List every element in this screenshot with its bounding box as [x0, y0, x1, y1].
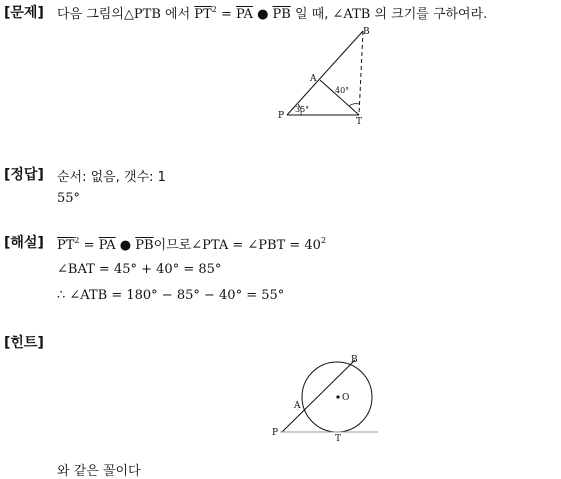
- center-dot: [336, 395, 339, 398]
- angle-atb: ∠ATB: [332, 7, 371, 22]
- fig1-angle-p: 35°: [295, 105, 310, 114]
- fig1-label-b: B: [363, 27, 370, 37]
- hint-caption: 와 같은 꼴이다: [57, 464, 141, 479]
- sol-equals: =: [79, 238, 99, 253]
- fig1-label-a: A: [310, 74, 317, 84]
- problem-text-suffix: 의 크기를 구하여라.: [370, 7, 488, 22]
- solution-line-3: ∴ ∠ATB = 180° − 85° − 40° = 55°: [57, 288, 285, 303]
- fig1-label-t: T: [356, 117, 363, 125]
- answer-label: [정답]: [4, 167, 44, 183]
- sol-segment-pb: $\overline{PB}$: [135, 238, 154, 253]
- equals: =: [216, 7, 236, 22]
- answer-value: 55°: [57, 191, 81, 206]
- sol-exponent-2: 2: [320, 236, 327, 245]
- hint-label: [힌트]: [4, 335, 44, 351]
- problem-text-mid: 에서: [160, 7, 195, 22]
- sol-exponent: 2: [74, 236, 80, 245]
- triangle-ptb: △PTB: [123, 7, 161, 22]
- problem-figure: [275, 25, 375, 125]
- solution-line-1: [57, 234, 326, 253]
- fig2-label-p: P: [272, 428, 279, 438]
- sol-segment-pt: $\overline{PT}$: [57, 238, 75, 253]
- problem-text: [57, 3, 487, 22]
- fig2-label-a: A: [294, 401, 301, 411]
- answer-order: 순서: 없음, 갯수: 1: [57, 170, 166, 185]
- fig2-label-b: B: [351, 355, 358, 365]
- segment-bt-line: [359, 31, 363, 115]
- fig1-angle-a: 40°: [335, 86, 350, 95]
- hint-figure: [268, 350, 383, 445]
- solution-label: [해설]: [4, 235, 44, 251]
- exponent: 2: [211, 5, 217, 14]
- segment-pa: $\overline{PA}$: [235, 7, 253, 22]
- segment-pt: $\overline{PT}$: [194, 7, 212, 22]
- angle-arc-t: [349, 104, 359, 106]
- fig2-label-o: O: [342, 393, 350, 403]
- fig2-label-t: T: [335, 434, 342, 444]
- segment-pb-line: [287, 31, 363, 115]
- sol-rest: 이므로∠PTA = ∠PBT = 40: [153, 238, 321, 253]
- solution-line-2: ∠BAT = 45° + 40° = 85°: [57, 262, 222, 277]
- fig1-label-p: P: [278, 111, 285, 121]
- problem-text-prefix: 다음 그림의: [57, 7, 124, 22]
- problem-text-mid2: 일 때,: [290, 7, 333, 22]
- sol-bullet-dot: ●: [115, 238, 136, 253]
- bullet-dot: ●: [252, 7, 273, 22]
- problem-label: [문제]: [4, 5, 44, 21]
- sol-segment-pa: $\overline{PA}$: [98, 238, 116, 253]
- segment-pb: $\overline{PB}$: [272, 7, 291, 22]
